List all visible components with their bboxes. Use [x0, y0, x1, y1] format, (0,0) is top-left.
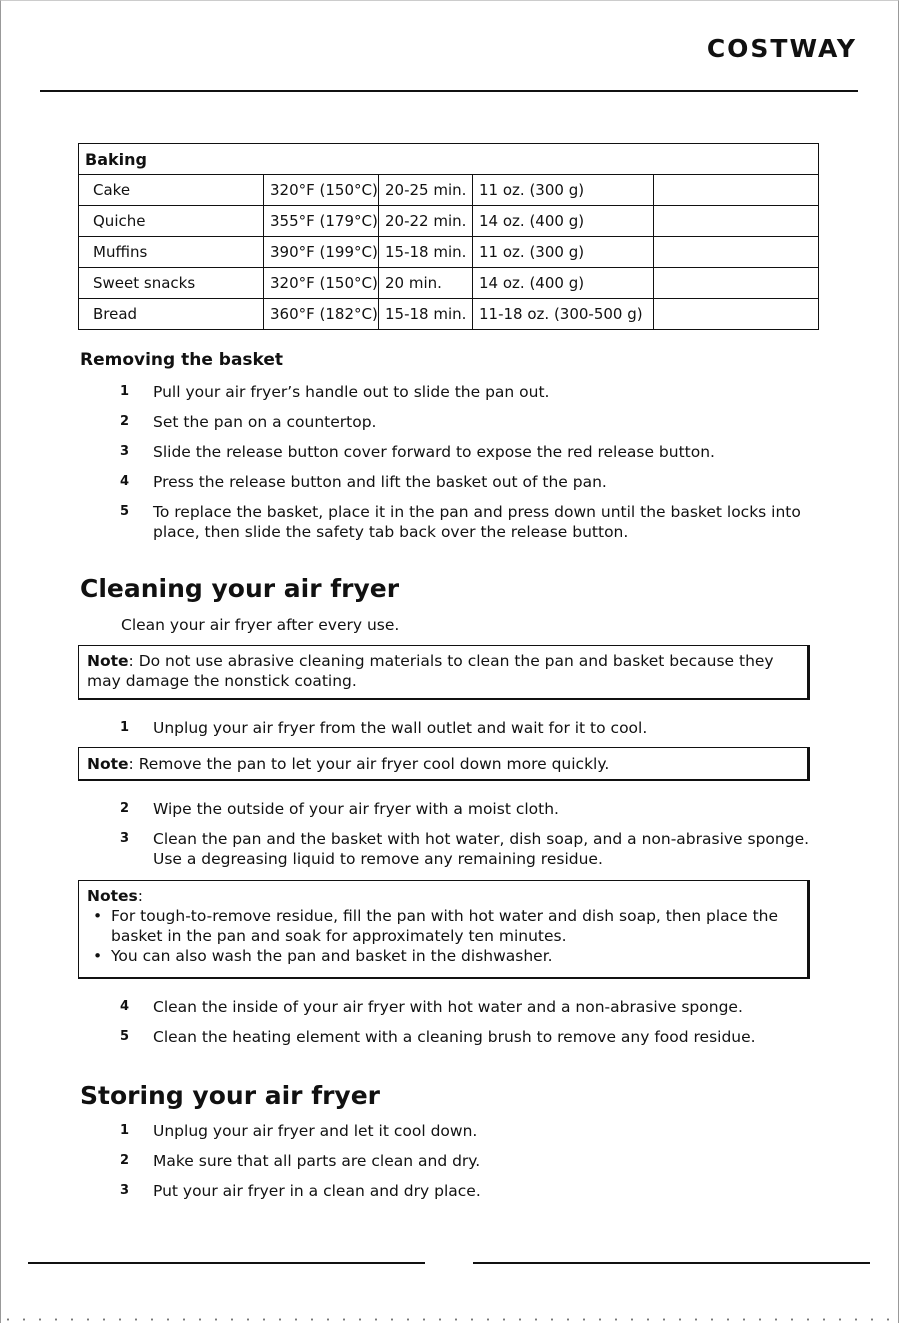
list-item	[120, 502, 820, 542]
cleaning-steps-c	[120, 997, 820, 1057]
list-item	[120, 1181, 820, 1201]
step-text: Press the release button and lift the basket out of the pan.	[153, 473, 607, 491]
step-text: Pull your air fryer’s handle out to slide the pan out.	[153, 383, 550, 401]
list-item	[120, 997, 820, 1017]
step-number: 4	[120, 999, 130, 1014]
table-row	[79, 268, 819, 299]
note-label: Note	[87, 652, 129, 670]
footer-rule-left	[28, 1262, 425, 1264]
cleaning-title: Cleaning your air fryer	[80, 574, 400, 603]
list-item	[120, 382, 820, 402]
note-text: : Do not use abrasive cleaning materials to clean the pan and basket because they may damage the nonstick coating.	[87, 652, 774, 690]
table-cell: 20-25 min.	[379, 175, 473, 206]
table-cell: 14 oz. (400 g)	[473, 268, 654, 299]
step-number: 3	[120, 444, 130, 459]
table-cell: 11 oz. (300 g)	[473, 237, 654, 268]
table-header-row	[79, 144, 819, 175]
step-number: 1	[120, 720, 130, 735]
step-text: Unplug your air fryer from the wall outlet and wait for it to cool.	[153, 719, 648, 737]
step-text: Clean the inside of your air fryer with hot water and a non-abrasive sponge.	[153, 998, 743, 1016]
note-text: : Remove the pan to let your air fryer cool down more quickly.	[128, 755, 610, 773]
table-cell: Cake	[79, 175, 264, 206]
list-item	[120, 1121, 820, 1141]
step-text: Clean the heating element with a cleaning brush to remove any food residue.	[153, 1028, 756, 1046]
table-cell: Muffins	[79, 237, 264, 268]
storing-steps	[120, 1121, 820, 1211]
table-cell: Sweet snacks	[79, 268, 264, 299]
note-text: For tough-to-remove residue, fill the pan with hot water and dish soap, then place the basket in the pan and soak for approximately ten minutes.	[111, 907, 779, 945]
bullet-icon: •	[93, 947, 103, 965]
list-item	[120, 1151, 820, 1171]
note-box-abrasive	[78, 645, 810, 700]
table-cell: Quiche	[79, 206, 264, 237]
table-cell: 20 min.	[379, 268, 473, 299]
step-number: 5	[120, 1029, 130, 1044]
table-cell: 14 oz. (400 g)	[473, 206, 654, 237]
note-label: Note	[87, 755, 129, 773]
table-cell: 11 oz. (300 g)	[473, 175, 654, 206]
list-item	[120, 412, 820, 432]
notes-colon: :	[137, 887, 144, 905]
notes-heading	[87, 886, 801, 906]
table-cell	[654, 268, 819, 299]
table-cell: 360°F (182°C)	[264, 299, 379, 330]
step-number: 2	[120, 801, 130, 816]
table-cell	[654, 299, 819, 330]
table-cell	[654, 175, 819, 206]
scan-dots	[0, 1318, 899, 1321]
step-text: Put your air fryer in a clean and dry place.	[153, 1182, 481, 1200]
table-cell: 320°F (150°C)	[264, 175, 379, 206]
list-item	[120, 799, 820, 819]
table-row	[79, 206, 819, 237]
table-cell: 20-22 min.	[379, 206, 473, 237]
notes-label: Notes	[87, 887, 138, 905]
removing-title: Removing the basket	[80, 350, 284, 370]
list-item	[120, 472, 820, 492]
step-text: Slide the release button cover forward to expose the red release button.	[153, 443, 715, 461]
list-item	[87, 946, 801, 966]
removing-steps	[120, 382, 820, 552]
table-cell: 15-18 min.	[379, 237, 473, 268]
table-cell: Bread	[79, 299, 264, 330]
step-number: 3	[120, 831, 130, 846]
table-cell: 15-18 min.	[379, 299, 473, 330]
table-row	[79, 175, 819, 206]
list-item	[120, 1027, 820, 1047]
cleaning-intro: Clean your air fryer after every use.	[121, 616, 400, 634]
cleaning-step-1	[120, 718, 820, 748]
bullet-icon: •	[93, 907, 103, 925]
table-heading: Baking	[79, 144, 819, 175]
step-number: 4	[120, 474, 130, 489]
step-text: To replace the basket, place it in the pan and press down until the basket locks into place, then slide the safety tab back over the release button.	[153, 503, 801, 541]
baking-table	[78, 143, 819, 330]
step-number: 5	[120, 504, 130, 519]
note-box-cool	[78, 747, 810, 781]
step-text: Unplug your air fryer and let it cool down.	[153, 1122, 478, 1140]
list-item	[120, 718, 820, 738]
brand-logo: COSTWAY	[706, 34, 857, 63]
table-row	[79, 237, 819, 268]
storing-title: Storing your air fryer	[80, 1081, 380, 1110]
cleaning-steps-b	[120, 799, 820, 879]
table-cell: 355°F (179°C)	[264, 206, 379, 237]
step-number: 1	[120, 1123, 130, 1138]
list-item	[120, 442, 820, 462]
table-cell: 11-18 oz. (300-500 g)	[473, 299, 654, 330]
list-item	[120, 829, 820, 869]
table-cell: 320°F (150°C)	[264, 268, 379, 299]
header-rule	[40, 90, 858, 92]
step-text: Set the pan on a countertop.	[153, 413, 377, 431]
footer-rule-right	[473, 1262, 870, 1264]
table-cell	[654, 237, 819, 268]
step-number: 2	[120, 414, 130, 429]
notes-box	[78, 880, 810, 979]
table-row	[79, 299, 819, 330]
step-text: Make sure that all parts are clean and dry.	[153, 1152, 481, 1170]
step-number: 1	[120, 384, 130, 399]
note-text: You can also wash the pan and basket in the dishwasher.	[111, 947, 553, 965]
table-cell	[654, 206, 819, 237]
step-number: 2	[120, 1153, 130, 1168]
step-text: Clean the pan and the basket with hot water, dish soap, and a non-abrasive sponge. Use a degreasing liquid to remove any remaining residue.	[153, 830, 810, 868]
table-cell: 390°F (199°C)	[264, 237, 379, 268]
step-text: Wipe the outside of your air fryer with a moist cloth.	[153, 800, 559, 818]
step-number: 3	[120, 1183, 130, 1198]
list-item	[87, 906, 801, 946]
